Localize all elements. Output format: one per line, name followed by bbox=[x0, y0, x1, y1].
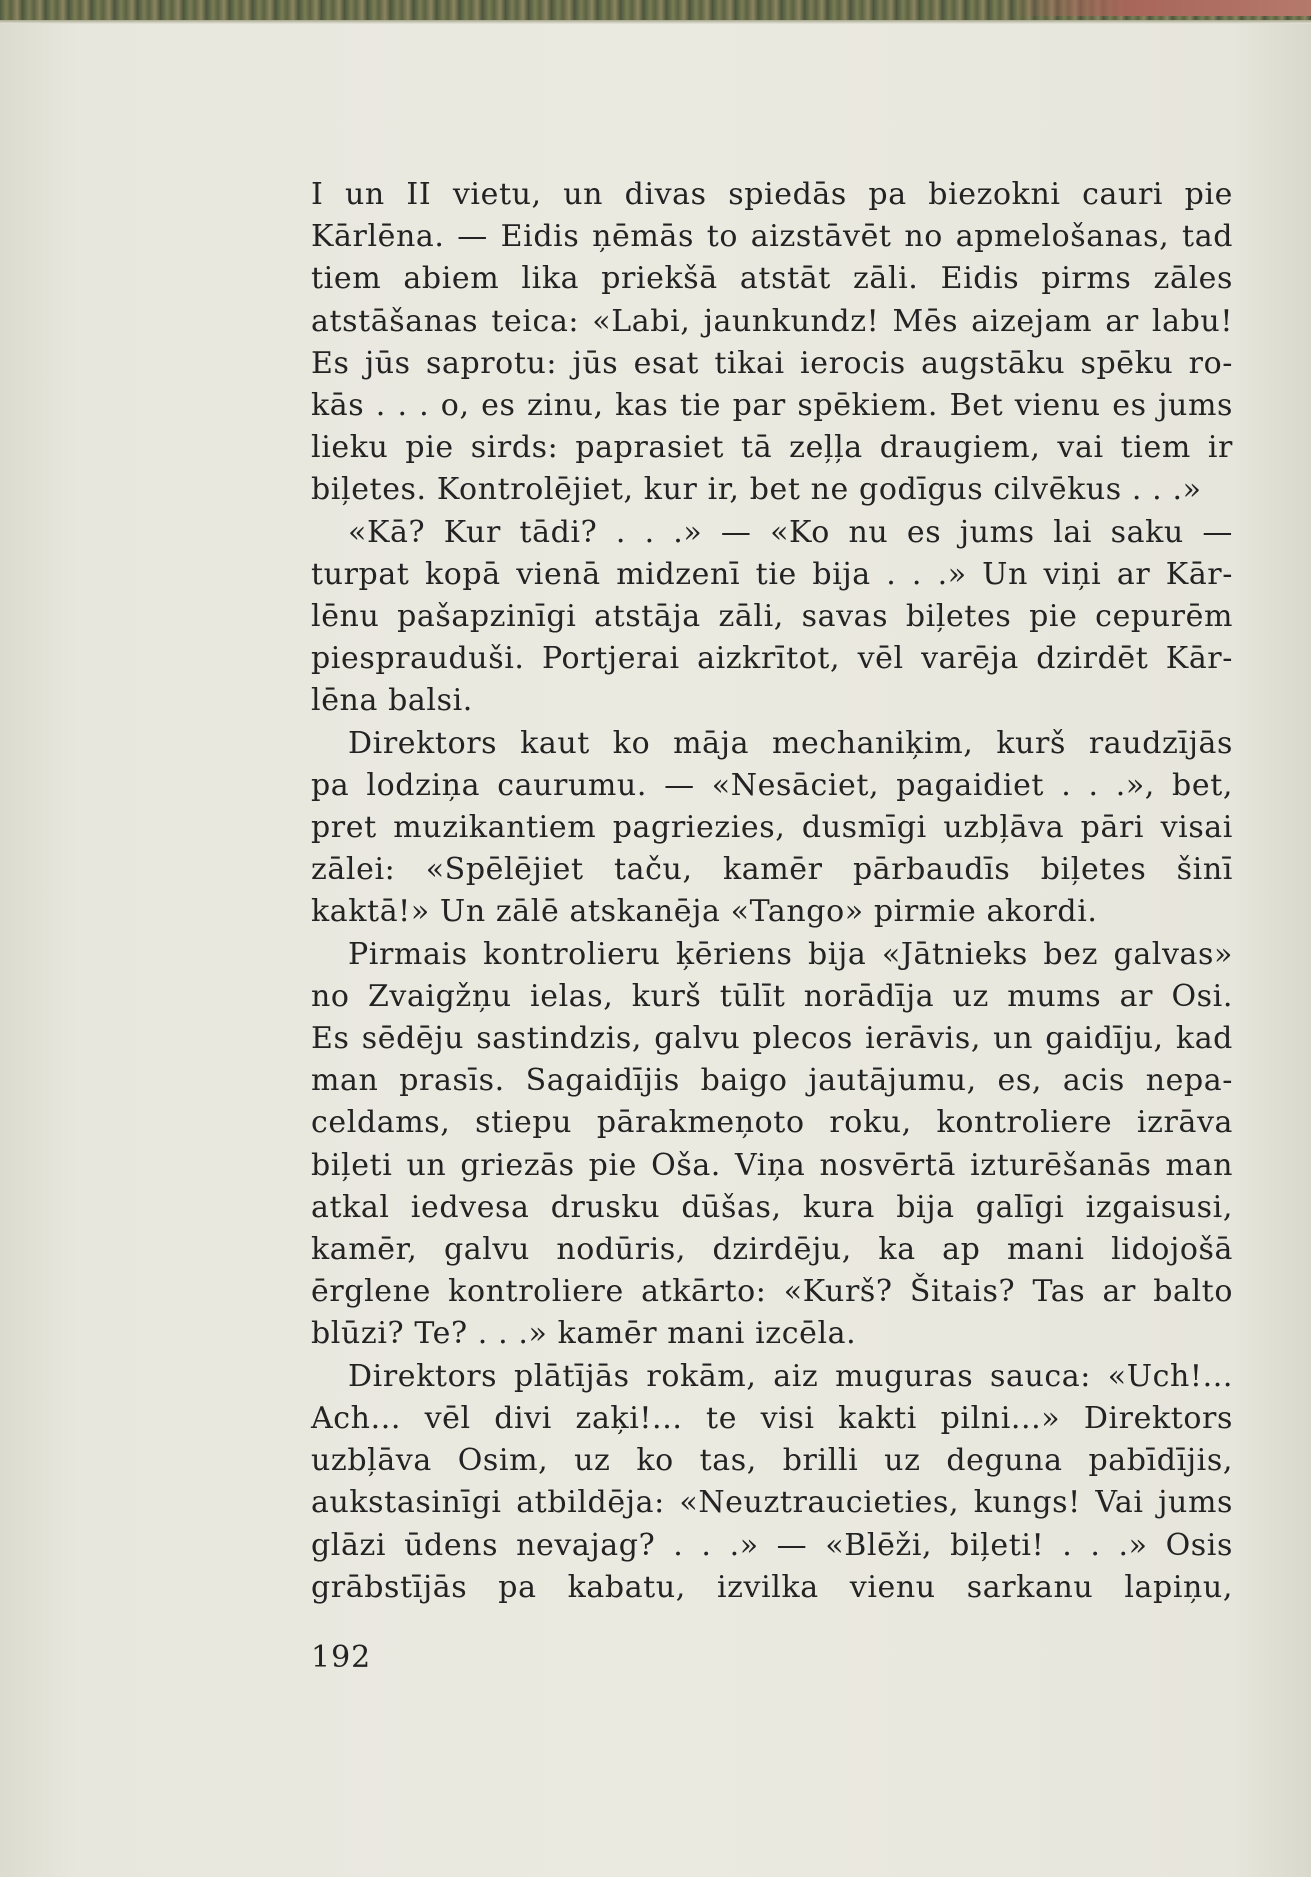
text-line: I un II vietu, un divas spiedās pa biezokni cauri pie bbox=[311, 177, 1233, 212]
text-line: biļeti un griezās pie Oša. Viņa nosvērtā izturēšanās man bbox=[311, 1147, 1233, 1183]
scan-top-shadow bbox=[0, 20, 1311, 24]
text-line: atkal iedvesa drusku dūšas, kura bija galīgi izgaisusi, bbox=[311, 1189, 1233, 1225]
page-number: 192 bbox=[311, 1640, 372, 1675]
text-line: «Kā? Kur tādi? . . .» — «Ko nu es jums lai saku — bbox=[348, 514, 1233, 550]
text-line: atstāšanas teica: «Labi, jaunkundz! Mēs aizejam ar labu! bbox=[311, 303, 1233, 339]
text-line: ērglene kontroliere atkārto: «Kurš? Šitais? Tas ar balto bbox=[311, 1274, 1233, 1310]
text-line: Kārlēna. — Eidis ņēmās to aizstāvēt no apmelošanas, tad bbox=[311, 219, 1233, 255]
text-line: glāzi ūdens nevajag? . . .» — «Blēži, biļeti! . . .» Osis bbox=[311, 1527, 1233, 1563]
text-line: pret muzikantiem pagriezies, dusmīgi uzbļāva pāri visai bbox=[311, 810, 1233, 846]
text-line: zālei: «Spēlējiet taču, kamēr pārbaudīs biļetes šinī bbox=[311, 852, 1233, 888]
text-line: Ach... vēl divi zaķi!... te visi kakti pilni...» Direktors bbox=[311, 1400, 1233, 1436]
text-line: no Zvaigžņu ielas, kurš tūlīt norādīja uz mums ar Osi. bbox=[311, 978, 1233, 1014]
text-line: aukstasinīgi atbildēja: «Neuztraucieties, kungs! Vai jums bbox=[311, 1485, 1233, 1521]
text-line: grābstījās pa kabatu, izvilka vienu sarkanu lapiņu, bbox=[311, 1569, 1233, 1605]
text-line: blūzi? Te? . . .» kamēr mani izcēla. bbox=[311, 1316, 857, 1352]
text-line: tiem abiem lika priekšā atstāt zāli. Eidis pirms zāles bbox=[311, 261, 1233, 297]
text-line: pa lodziņa caurumu. — «Nesāciet, pagaidiet . . .», bet, bbox=[311, 767, 1233, 803]
text-line: kās . . . o, es zinu, kas tie par spēkiem. Bet vienu es jums bbox=[311, 388, 1233, 424]
text-line: biļetes. Kontrolējiet, kur ir, bet ne godīgus cilvēkus . . .» bbox=[311, 472, 1202, 508]
text-line: piesprauduši. Portjerai aizkrītot, vēl varēja dzirdēt Kār- bbox=[311, 641, 1233, 677]
text-line: turpat kopā vienā midzenī tie bija . . .» Un viņi ar Kār- bbox=[311, 556, 1233, 592]
text-line: uzbļāva Osim, uz ko tas, brilli uz deguna pabīdījis, bbox=[311, 1443, 1233, 1479]
text-line: kaktā!» Un zālē atskanēja «Tango» pirmie akordi. bbox=[311, 894, 1098, 930]
text-line: celdams, stiepu pārakmeņoto roku, kontroliere izrāva bbox=[311, 1105, 1233, 1141]
scan-top-edge-red bbox=[1011, 0, 1311, 16]
text-line: Es jūs saprotu: jūs esat tikai ierocis augstāku spēku ro- bbox=[311, 345, 1233, 381]
text-line: Es sēdēju sastindzis, galvu plecos ierāvis, un gaidīju, kad bbox=[311, 1021, 1233, 1057]
text-line: man prasīs. Sagaidījis baigo jautājumu, es, acis nepa- bbox=[311, 1063, 1233, 1099]
text-line: kamēr, galvu nodūris, dzirdēju, ka ap mani lidojošā bbox=[311, 1232, 1233, 1268]
body-text bbox=[311, 174, 1233, 1609]
text-line: lieku pie sirds: paprasiet tā zeļļa draugiem, vai tiem ir bbox=[311, 430, 1233, 466]
text-line: Direktors plātījās rokām, aiz muguras sauca: «Uch!... bbox=[348, 1358, 1233, 1394]
text-line: lēna balsi. bbox=[311, 683, 473, 719]
text-line: Direktors kaut ko māja mechaniķim, kurš raudzījās bbox=[348, 725, 1233, 761]
text-line: lēnu pašapzinīgi atstāja zāli, savas biļetes pie cepurēm bbox=[311, 599, 1233, 635]
text-line: Pirmais kontrolieru ķēriens bija «Jātnieks bez galvas» bbox=[348, 936, 1233, 972]
